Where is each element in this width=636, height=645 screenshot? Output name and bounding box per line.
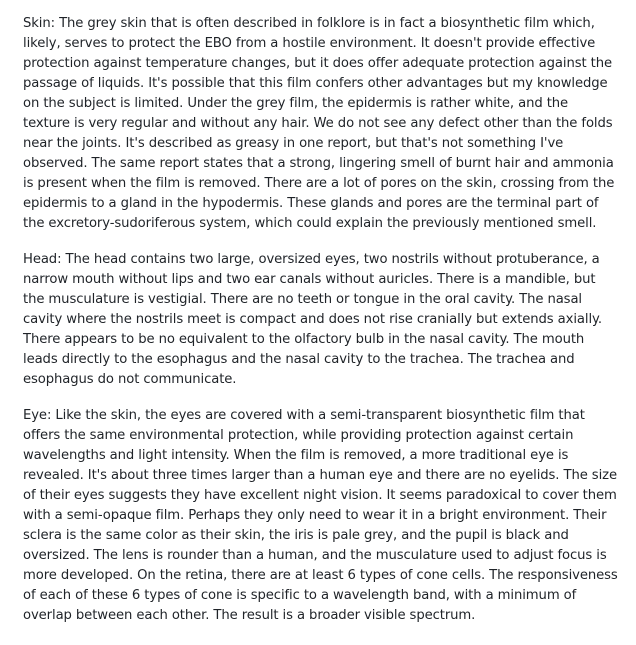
paragraph-head: Head: The head contains two large, oversized eyes, two nostrils without protuberance, a narrow mouth without lips and two ear canals without auricles. There is a mandible, but the musculature is vestigial. There are no teeth or tongue in the oral cavity. The nasal cavity where the nostrils meet is compact and does not rise cranially but extends axially. There appears to be no equivalent to the olfactory bulb in the nasal cavity. The mouth leads directly to the esophagus and the nasal cavity to the trachea. The trachea and esophagus do not communicate. xyxy=(23,252,602,387)
paragraph-skin: Skin: The grey skin that is often described in folklore is in fact a biosynthetic film which, likely, serves to protect the EBO from a hostile environment. It doesn't provide effective protection against temperature changes, but it does offer adequate protection against the passage of liquids. It's possible that this film confers other advantages but my knowledge on the subject is limited. Under the grey film, the epidermis is rather white, and the texture is very regular and without any hair. We do not see any defect other than the folds near the joints. It's described as greasy in one report, but that's not something I've observed. The same report states that a strong, lingering smell of burnt hair and ammonia is present when the film is removed. There are a lot of pores on the skin, crossing from the epidermis to a gland in the hypodermis. These glands and pores are the terminal part of the excretory-sudoriferous system, which could explain the previously mentioned smell. xyxy=(23,16,615,231)
article-body xyxy=(23,14,618,642)
paragraph-eye: Eye: Like the skin, the eyes are covered with a semi-transparent biosynthetic film that offers the same environmental protection, while providing protection against certain wavelengths and light intensity. When the film is removed, a more traditional eye is revealed. It's about three times larger than a human eye and there are no eyelids. The size of their eyes suggests they have excellent night vision. It seems paradoxical to cover them with a semi-opaque film. Perhaps they only need to wear it in a bright environment. Their sclera is the same color as their skin, the iris is pale grey, and the pupil is black and oversized. The lens is rounder than a human, and the musculature used to adjust focus is more developed. On the retina, there are at least 6 types of cone cells. The responsiveness of each of these 6 types of cone is specific to a wavelength band, with a minimum of overlap between each other. The result is a broader visible spectrum. xyxy=(23,408,618,623)
